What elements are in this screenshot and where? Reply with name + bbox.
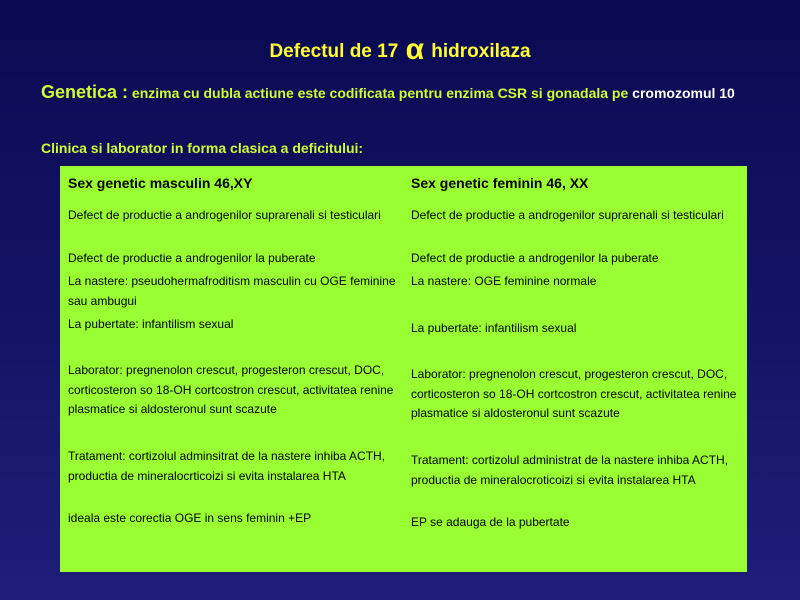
clinica-heading: Clinica si laborator in forma clasica a deficitului:	[41, 140, 364, 156]
table-cell: Defect de productie a androgenilor suprarenali si testiculari	[68, 208, 381, 222]
comparison-table	[60, 166, 747, 572]
table-cell: Tratament: cortizolul adminsitrat de la nastere inhiba ACTH, productia de mineralocrticoizi si evita instalarea HTA	[68, 449, 386, 483]
table-cell: Laborator: pregnenolon crescut, progesteron crescut, DOC, corticosteron so 18-OH cortcostron crescut, activitatea renine plasmatice si aldosteronul sunt scazute	[68, 363, 394, 416]
column-header-female: Sex genetic feminin 46, XX	[411, 175, 589, 191]
table-cell: Defect de productie a androgenilor suprarenali si testiculari	[411, 208, 724, 222]
table-cell: ideala este corectia OGE in sens feminin +EP	[68, 511, 312, 525]
table-cell: La nastere: OGE feminine normale	[411, 274, 597, 288]
genetica-chromosome: cromozomul 10	[632, 85, 735, 101]
genetica-text: enzima cu dubla actiune este codificata pentru enzima CSR si gonadala pe	[131, 85, 629, 101]
slide-title	[0, 33, 800, 66]
table-cell: Laborator: pregnenolon crescut, progesteron crescut, DOC, corticosteron so 18-OH cortcostron crescut, activitatea renine plasmatice si aldosteronul sunt scazute	[411, 367, 737, 420]
table-cell: La nastere: pseudohermafroditism masculin cu OGE feminine sau ambugui	[68, 274, 396, 308]
table-cell: La pubertate: infantilism sexual	[411, 321, 577, 335]
genetica-label: Genetica :	[41, 82, 129, 102]
table-cell: Defect de productie a androgenilor la puberate	[411, 251, 659, 265]
table-cell: Defect de productie a androgenilor la puberate	[68, 251, 316, 265]
table-cell: La pubertate: infantilism sexual	[68, 317, 234, 331]
title-suffix: hidroxilaza	[431, 41, 531, 62]
table-cell: EP se adauga de la pubertate	[411, 515, 570, 529]
column-header-male: Sex genetic masculin 46,XY	[68, 175, 253, 191]
table-cell: Tratament: cortizolul administrat de la nastere inhiba ACTH, productia de mineralocroticoizi si evita instalarea HTA	[411, 453, 729, 487]
title-prefix: Defectul de 17	[269, 41, 399, 62]
alpha-symbol: α	[405, 33, 425, 66]
genetica-paragraph	[41, 81, 756, 104]
